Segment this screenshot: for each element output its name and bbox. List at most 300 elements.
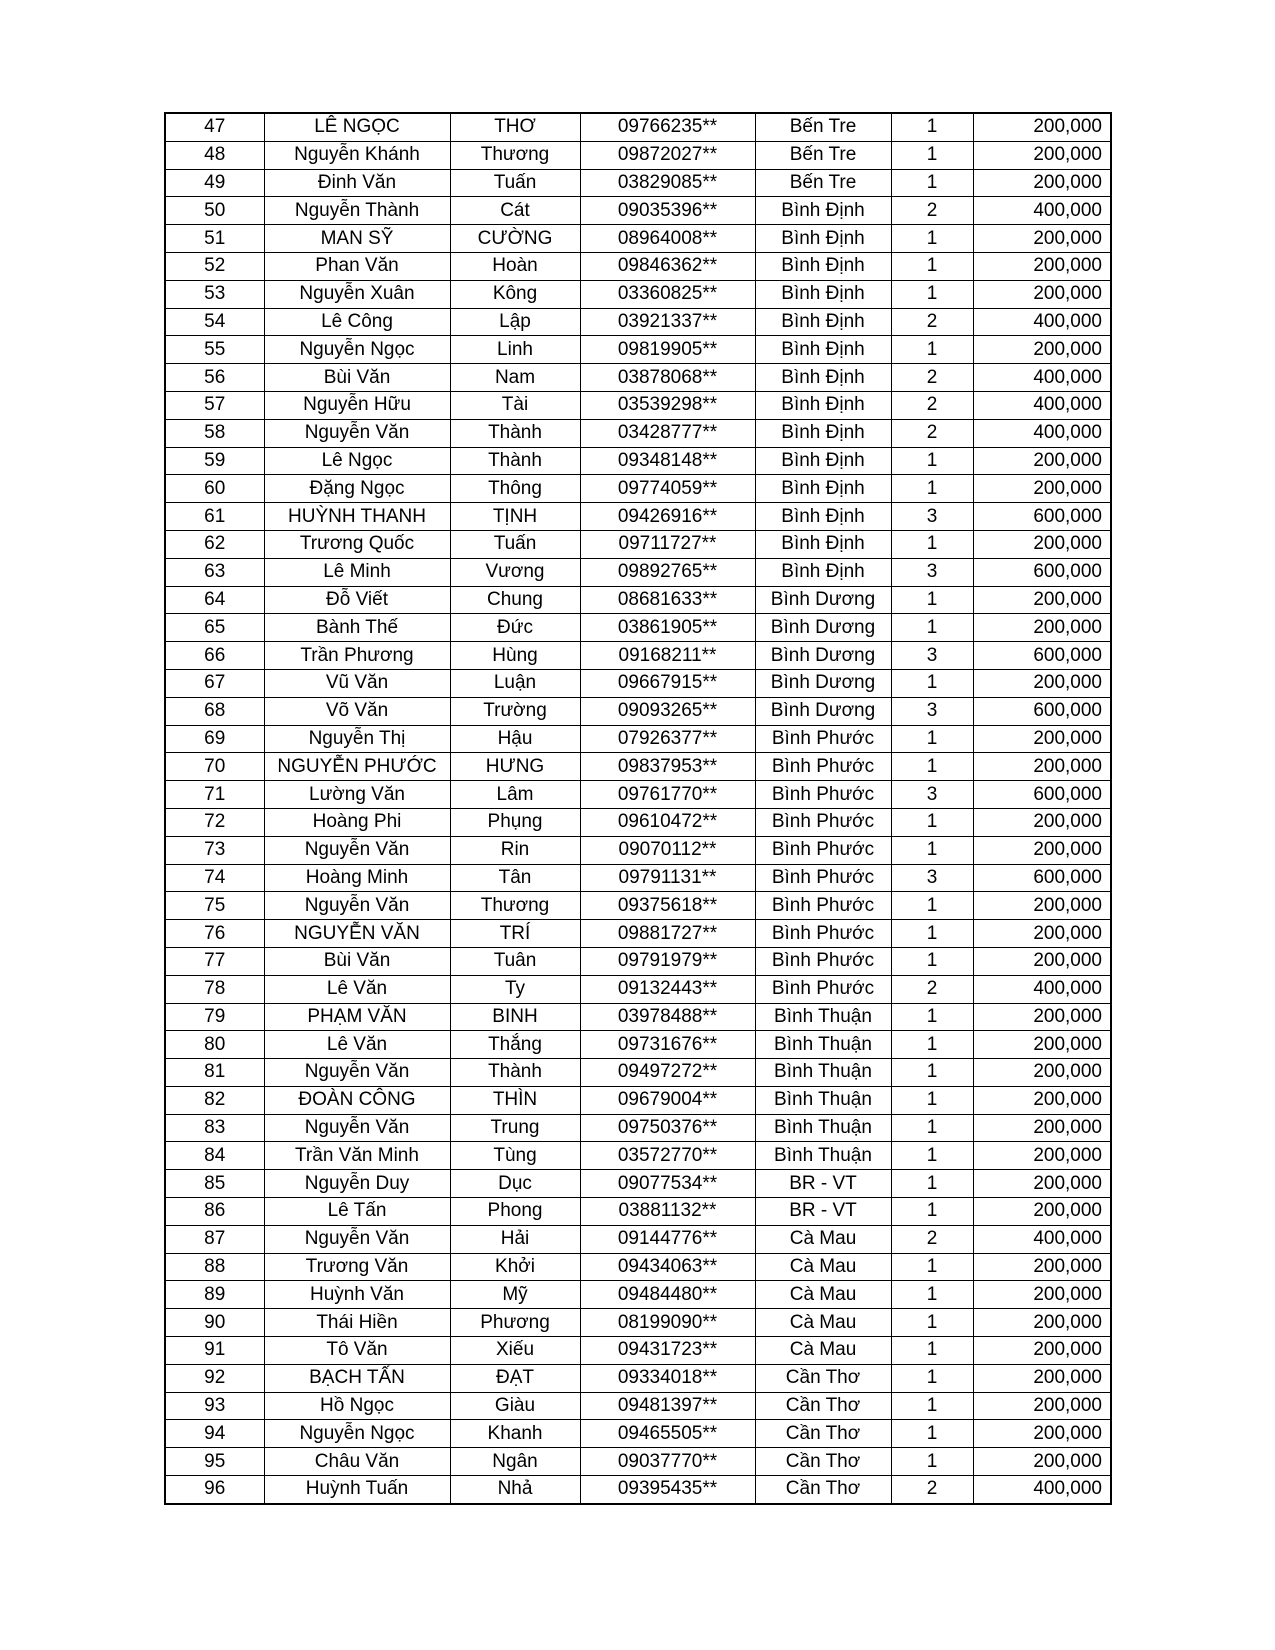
last-name-cell: Nguyễn Xuân: [264, 280, 450, 308]
amount-cell: 200,000: [973, 947, 1111, 975]
last-name-cell: Hoàng Phi: [264, 808, 450, 836]
quantity-cell: 2: [891, 1476, 973, 1504]
table-row: [165, 419, 1111, 447]
first-name-cell: Hùng: [450, 642, 580, 670]
table-row: [165, 225, 1111, 253]
quantity-cell: 1: [891, 113, 973, 141]
amount-cell: 200,000: [973, 1448, 1111, 1476]
quantity-cell: 2: [891, 364, 973, 392]
row-number-cell: 92: [165, 1364, 264, 1392]
table-row: [165, 447, 1111, 475]
province-cell: Bình Thuận: [755, 1142, 891, 1170]
province-cell: Bình Định: [755, 447, 891, 475]
phone-cell: 03360825**: [580, 280, 755, 308]
phone-cell: 09497272**: [580, 1059, 755, 1087]
amount-cell: 200,000: [973, 586, 1111, 614]
first-name-cell: Mỹ: [450, 1281, 580, 1309]
table-row: [165, 836, 1111, 864]
amount-cell: 200,000: [973, 169, 1111, 197]
last-name-cell: Nguyễn Hữu: [264, 391, 450, 419]
first-name-cell: THƠ: [450, 113, 580, 141]
amount-cell: 200,000: [973, 225, 1111, 253]
first-name-cell: Phụng: [450, 808, 580, 836]
phone-cell: 09679004**: [580, 1086, 755, 1114]
last-name-cell: Nguyễn Văn: [264, 1225, 450, 1253]
row-number-cell: 64: [165, 586, 264, 614]
table-row: [165, 920, 1111, 948]
last-name-cell: Trương Văn: [264, 1253, 450, 1281]
first-name-cell: Chung: [450, 586, 580, 614]
last-name-cell: Lường Văn: [264, 781, 450, 809]
last-name-cell: Nguyễn Văn: [264, 836, 450, 864]
quantity-cell: 1: [891, 280, 973, 308]
phone-cell: 09892765**: [580, 558, 755, 586]
province-cell: Bình Phước: [755, 947, 891, 975]
amount-cell: 400,000: [973, 391, 1111, 419]
row-number-cell: 86: [165, 1198, 264, 1226]
last-name-cell: Hoàng Minh: [264, 864, 450, 892]
province-cell: BR - VT: [755, 1170, 891, 1198]
last-name-cell: Nguyễn Văn: [264, 1059, 450, 1087]
province-cell: Cà Mau: [755, 1225, 891, 1253]
first-name-cell: Tân: [450, 864, 580, 892]
last-name-cell: Nguyễn Văn: [264, 419, 450, 447]
first-name-cell: Khanh: [450, 1420, 580, 1448]
amount-cell: 600,000: [973, 781, 1111, 809]
table-row: [165, 808, 1111, 836]
province-cell: Cà Mau: [755, 1281, 891, 1309]
table-row: [165, 1086, 1111, 1114]
table-row: [165, 753, 1111, 781]
province-cell: Bình Thuận: [755, 1114, 891, 1142]
table-row: [165, 1420, 1111, 1448]
quantity-cell: 1: [891, 141, 973, 169]
row-number-cell: 91: [165, 1337, 264, 1365]
last-name-cell: Võ Văn: [264, 697, 450, 725]
row-number-cell: 47: [165, 113, 264, 141]
quantity-cell: 2: [891, 391, 973, 419]
phone-cell: 08681633**: [580, 586, 755, 614]
amount-cell: 200,000: [973, 614, 1111, 642]
amount-cell: 200,000: [973, 1337, 1111, 1365]
phone-cell: 09426916**: [580, 503, 755, 531]
row-number-cell: 66: [165, 642, 264, 670]
table-row: [165, 197, 1111, 225]
last-name-cell: Phan Văn: [264, 252, 450, 280]
first-name-cell: Trung: [450, 1114, 580, 1142]
first-name-cell: Vương: [450, 558, 580, 586]
row-number-cell: 62: [165, 530, 264, 558]
province-cell: Bình Phước: [755, 836, 891, 864]
amount-cell: 200,000: [973, 669, 1111, 697]
province-cell: BR - VT: [755, 1198, 891, 1226]
last-name-cell: Trương Quốc: [264, 530, 450, 558]
table-row: [165, 113, 1111, 141]
phone-cell: 09761770**: [580, 781, 755, 809]
table-row: [165, 1448, 1111, 1476]
first-name-cell: Cát: [450, 197, 580, 225]
table-row: [165, 1225, 1111, 1253]
quantity-cell: 1: [891, 225, 973, 253]
first-name-cell: Nam: [450, 364, 580, 392]
phone-cell: 09481397**: [580, 1392, 755, 1420]
province-cell: Bình Phước: [755, 725, 891, 753]
amount-cell: 200,000: [973, 1059, 1111, 1087]
table-row: [165, 725, 1111, 753]
first-name-cell: Thắng: [450, 1031, 580, 1059]
phone-cell: 09484480**: [580, 1281, 755, 1309]
last-name-cell: NGUYỄN VĂN: [264, 920, 450, 948]
table-row: [165, 781, 1111, 809]
province-cell: Bình Phước: [755, 808, 891, 836]
table-row: [165, 1059, 1111, 1087]
phone-cell: 09035396**: [580, 197, 755, 225]
last-name-cell: Nguyễn Văn: [264, 892, 450, 920]
last-name-cell: Tô Văn: [264, 1337, 450, 1365]
table-row: [165, 364, 1111, 392]
phone-cell: 09168211**: [580, 642, 755, 670]
table-row: [165, 1476, 1111, 1504]
phone-cell: 09465505**: [580, 1420, 755, 1448]
last-name-cell: Trần Phương: [264, 642, 450, 670]
last-name-cell: Trần Văn Minh: [264, 1142, 450, 1170]
table-row: [165, 1281, 1111, 1309]
phone-cell: 09837953**: [580, 753, 755, 781]
table-row: [165, 1364, 1111, 1392]
quantity-cell: 1: [891, 1198, 973, 1226]
last-name-cell: Lê Văn: [264, 975, 450, 1003]
quantity-cell: 2: [891, 1225, 973, 1253]
phone-cell: 08199090**: [580, 1309, 755, 1337]
first-name-cell: Xiếu: [450, 1337, 580, 1365]
province-cell: Bến Tre: [755, 113, 891, 141]
last-name-cell: Lê Minh: [264, 558, 450, 586]
amount-cell: 200,000: [973, 1114, 1111, 1142]
row-number-cell: 95: [165, 1448, 264, 1476]
phone-cell: 07926377**: [580, 725, 755, 753]
amount-cell: 400,000: [973, 364, 1111, 392]
last-name-cell: PHẠM VĂN: [264, 1003, 450, 1031]
first-name-cell: Hậu: [450, 725, 580, 753]
table-row: [165, 864, 1111, 892]
first-name-cell: Đức: [450, 614, 580, 642]
quantity-cell: 1: [891, 1170, 973, 1198]
amount-cell: 200,000: [973, 113, 1111, 141]
first-name-cell: Ngân: [450, 1448, 580, 1476]
province-cell: Bến Tre: [755, 141, 891, 169]
amount-cell: 200,000: [973, 1253, 1111, 1281]
quantity-cell: 3: [891, 697, 973, 725]
amount-cell: 400,000: [973, 308, 1111, 336]
table-row: [165, 280, 1111, 308]
province-cell: Cần Thơ: [755, 1448, 891, 1476]
phone-cell: 03878068**: [580, 364, 755, 392]
amount-cell: 200,000: [973, 1420, 1111, 1448]
province-cell: Bình Thuận: [755, 1031, 891, 1059]
table-body: [165, 113, 1111, 1504]
table-row: [165, 391, 1111, 419]
amount-cell: 400,000: [973, 1476, 1111, 1504]
table-row: [165, 669, 1111, 697]
quantity-cell: 1: [891, 614, 973, 642]
province-cell: Bình Định: [755, 197, 891, 225]
quantity-cell: 1: [891, 1364, 973, 1392]
row-number-cell: 96: [165, 1476, 264, 1504]
quantity-cell: 1: [891, 447, 973, 475]
table-row: [165, 1031, 1111, 1059]
quantity-cell: 1: [891, 530, 973, 558]
first-name-cell: Tài: [450, 391, 580, 419]
last-name-cell: Bành Thế: [264, 614, 450, 642]
amount-cell: 200,000: [973, 836, 1111, 864]
first-name-cell: CƯỜNG: [450, 225, 580, 253]
phone-cell: 09434063**: [580, 1253, 755, 1281]
row-number-cell: 87: [165, 1225, 264, 1253]
province-cell: Bình Dương: [755, 697, 891, 725]
first-name-cell: Tuân: [450, 947, 580, 975]
quantity-cell: 1: [891, 1281, 973, 1309]
row-number-cell: 84: [165, 1142, 264, 1170]
first-name-cell: Tùng: [450, 1142, 580, 1170]
first-name-cell: Trường: [450, 697, 580, 725]
phone-cell: 09872027**: [580, 141, 755, 169]
table-row: [165, 252, 1111, 280]
last-name-cell: Lê Ngọc: [264, 447, 450, 475]
row-number-cell: 75: [165, 892, 264, 920]
table-row: [165, 947, 1111, 975]
phone-cell: 09093265**: [580, 697, 755, 725]
row-number-cell: 52: [165, 252, 264, 280]
first-name-cell: BINH: [450, 1003, 580, 1031]
last-name-cell: Nguyễn Văn: [264, 1114, 450, 1142]
phone-cell: 09791131**: [580, 864, 755, 892]
phone-cell: 03921337**: [580, 308, 755, 336]
province-cell: Bình Định: [755, 252, 891, 280]
row-number-cell: 55: [165, 336, 264, 364]
quantity-cell: 1: [891, 1086, 973, 1114]
row-number-cell: 94: [165, 1420, 264, 1448]
phone-cell: 09667915**: [580, 669, 755, 697]
row-number-cell: 81: [165, 1059, 264, 1087]
quantity-cell: 1: [891, 1142, 973, 1170]
row-number-cell: 68: [165, 697, 264, 725]
row-number-cell: 89: [165, 1281, 264, 1309]
quantity-cell: 1: [891, 1059, 973, 1087]
row-number-cell: 48: [165, 141, 264, 169]
quantity-cell: 1: [891, 892, 973, 920]
amount-cell: 600,000: [973, 642, 1111, 670]
first-name-cell: Phương: [450, 1309, 580, 1337]
amount-cell: 200,000: [973, 892, 1111, 920]
first-name-cell: TỊNH: [450, 503, 580, 531]
province-cell: Bình Định: [755, 364, 891, 392]
phone-cell: 09846362**: [580, 252, 755, 280]
quantity-cell: 1: [891, 252, 973, 280]
first-name-cell: HƯNG: [450, 753, 580, 781]
phone-cell: 09774059**: [580, 475, 755, 503]
province-cell: Bình Định: [755, 308, 891, 336]
phone-cell: 09431723**: [580, 1337, 755, 1365]
province-cell: Bình Dương: [755, 669, 891, 697]
amount-cell: 400,000: [973, 1225, 1111, 1253]
amount-cell: 200,000: [973, 808, 1111, 836]
last-name-cell: Nguyễn Thành: [264, 197, 450, 225]
first-name-cell: TRÍ: [450, 920, 580, 948]
phone-cell: 03572770**: [580, 1142, 755, 1170]
province-cell: Bình Thuận: [755, 1003, 891, 1031]
province-cell: Bình Định: [755, 225, 891, 253]
row-number-cell: 57: [165, 391, 264, 419]
row-number-cell: 78: [165, 975, 264, 1003]
table-row: [165, 975, 1111, 1003]
province-cell: Bình Dương: [755, 642, 891, 670]
table-row: [165, 141, 1111, 169]
first-name-cell: Phong: [450, 1198, 580, 1226]
amount-cell: 200,000: [973, 447, 1111, 475]
row-number-cell: 85: [165, 1170, 264, 1198]
table-row: [165, 1142, 1111, 1170]
row-number-cell: 58: [165, 419, 264, 447]
quantity-cell: 1: [891, 1003, 973, 1031]
quantity-cell: 3: [891, 781, 973, 809]
phone-cell: 03539298**: [580, 391, 755, 419]
table-row: [165, 1114, 1111, 1142]
row-number-cell: 51: [165, 225, 264, 253]
table-row: [165, 336, 1111, 364]
quantity-cell: 1: [891, 836, 973, 864]
row-number-cell: 79: [165, 1003, 264, 1031]
phone-cell: 09132443**: [580, 975, 755, 1003]
last-name-cell: NGUYỄN PHƯỚC: [264, 753, 450, 781]
first-name-cell: Thành: [450, 447, 580, 475]
quantity-cell: 1: [891, 669, 973, 697]
first-name-cell: Dục: [450, 1170, 580, 1198]
province-cell: Bình Phước: [755, 920, 891, 948]
row-number-cell: 83: [165, 1114, 264, 1142]
first-name-cell: Giàu: [450, 1392, 580, 1420]
province-cell: Bình Thuận: [755, 1059, 891, 1087]
row-number-cell: 60: [165, 475, 264, 503]
last-name-cell: Đặng Ngọc: [264, 475, 450, 503]
first-name-cell: Thành: [450, 1059, 580, 1087]
last-name-cell: Bùi Văn: [264, 364, 450, 392]
row-number-cell: 77: [165, 947, 264, 975]
row-number-cell: 73: [165, 836, 264, 864]
row-number-cell: 59: [165, 447, 264, 475]
quantity-cell: 1: [891, 1420, 973, 1448]
phone-cell: 09711727**: [580, 530, 755, 558]
phone-cell: 09077534**: [580, 1170, 755, 1198]
table-row: [165, 892, 1111, 920]
last-name-cell: Nguyễn Khánh: [264, 141, 450, 169]
amount-cell: 200,000: [973, 1392, 1111, 1420]
table-row: [165, 530, 1111, 558]
first-name-cell: Hoàn: [450, 252, 580, 280]
table-row: [165, 1392, 1111, 1420]
row-number-cell: 49: [165, 169, 264, 197]
phone-cell: 09037770**: [580, 1448, 755, 1476]
first-name-cell: Khởi: [450, 1253, 580, 1281]
quantity-cell: 1: [891, 475, 973, 503]
row-number-cell: 80: [165, 1031, 264, 1059]
quantity-cell: 2: [891, 419, 973, 447]
amount-cell: 200,000: [973, 280, 1111, 308]
amount-cell: 200,000: [973, 920, 1111, 948]
province-cell: Bình Dương: [755, 586, 891, 614]
phone-cell: 08964008**: [580, 225, 755, 253]
first-name-cell: Thương: [450, 892, 580, 920]
last-name-cell: Huỳnh Tuấn: [264, 1476, 450, 1504]
amount-cell: 600,000: [973, 864, 1111, 892]
table-row: [165, 503, 1111, 531]
last-name-cell: BẠCH TẤN: [264, 1364, 450, 1392]
last-name-cell: Lê Công: [264, 308, 450, 336]
quantity-cell: 1: [891, 753, 973, 781]
amount-cell: 200,000: [973, 475, 1111, 503]
quantity-cell: 1: [891, 1309, 973, 1337]
phone-cell: 09070112**: [580, 836, 755, 864]
row-number-cell: 82: [165, 1086, 264, 1114]
quantity-cell: 1: [891, 1253, 973, 1281]
phone-cell: 03978488**: [580, 1003, 755, 1031]
table-row: [165, 1003, 1111, 1031]
row-number-cell: 65: [165, 614, 264, 642]
first-name-cell: Tuấn: [450, 169, 580, 197]
province-cell: Bình Định: [755, 280, 891, 308]
row-number-cell: 70: [165, 753, 264, 781]
row-number-cell: 69: [165, 725, 264, 753]
phone-cell: 09610472**: [580, 808, 755, 836]
phone-cell: 03881132**: [580, 1198, 755, 1226]
quantity-cell: 2: [891, 197, 973, 225]
quantity-cell: 3: [891, 558, 973, 586]
phone-cell: 09144776**: [580, 1225, 755, 1253]
first-name-cell: THÌN: [450, 1086, 580, 1114]
amount-cell: 200,000: [973, 252, 1111, 280]
row-number-cell: 50: [165, 197, 264, 225]
phone-cell: 09731676**: [580, 1031, 755, 1059]
first-name-cell: Thương: [450, 141, 580, 169]
quantity-cell: 1: [891, 1114, 973, 1142]
amount-cell: 200,000: [973, 753, 1111, 781]
last-name-cell: Vũ Văn: [264, 669, 450, 697]
first-name-cell: Hải: [450, 1225, 580, 1253]
phone-cell: 09881727**: [580, 920, 755, 948]
province-cell: Bình Phước: [755, 781, 891, 809]
table-row: [165, 642, 1111, 670]
first-name-cell: Luận: [450, 669, 580, 697]
quantity-cell: 1: [891, 169, 973, 197]
province-cell: Bình Định: [755, 419, 891, 447]
phone-cell: 09334018**: [580, 1364, 755, 1392]
amount-cell: 200,000: [973, 1031, 1111, 1059]
phone-cell: 09791979**: [580, 947, 755, 975]
phone-cell: 09375618**: [580, 892, 755, 920]
first-name-cell: Kông: [450, 280, 580, 308]
table-row: [165, 475, 1111, 503]
row-number-cell: 88: [165, 1253, 264, 1281]
table-row: [165, 697, 1111, 725]
province-cell: Bình Dương: [755, 614, 891, 642]
last-name-cell: Nguyễn Ngọc: [264, 1420, 450, 1448]
quantity-cell: 1: [891, 1337, 973, 1365]
first-name-cell: Thành: [450, 419, 580, 447]
last-name-cell: Nguyễn Duy: [264, 1170, 450, 1198]
row-number-cell: 90: [165, 1309, 264, 1337]
phone-cell: 09766235**: [580, 113, 755, 141]
quantity-cell: 1: [891, 1448, 973, 1476]
row-number-cell: 63: [165, 558, 264, 586]
